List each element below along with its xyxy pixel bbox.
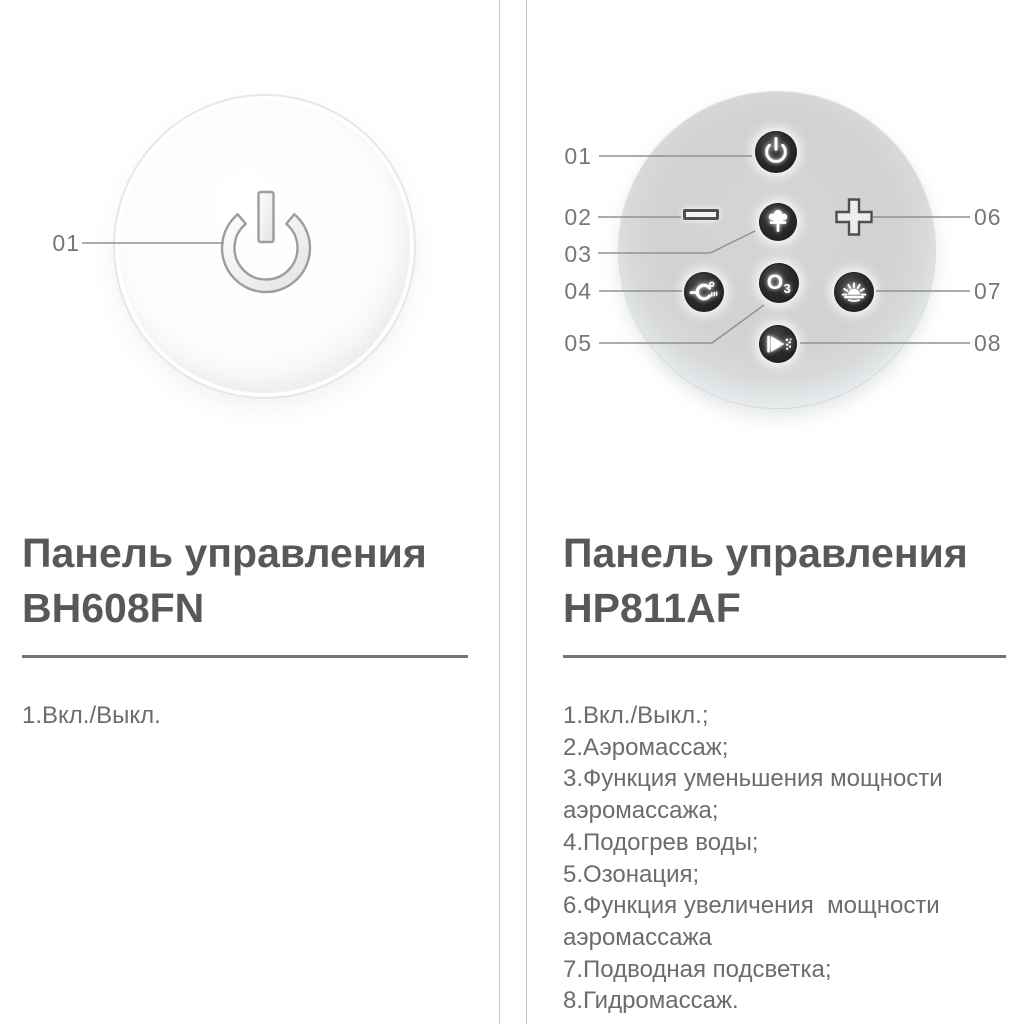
minus-decrease-button[interactable] [683, 209, 719, 220]
water-heating-button[interactable] [684, 272, 724, 312]
ozone-o3-icon: $O_3$ [766, 270, 792, 296]
right-legend [563, 700, 1015, 1017]
aeromassage-button[interactable] [759, 203, 797, 241]
callout-label-02: 02 [564, 204, 592, 230]
callout-label-06: 06 [974, 204, 1002, 230]
plus-increase-button[interactable] [834, 197, 874, 237]
right-title-line1: Панель управления [563, 530, 968, 576]
legend-item: 6.Функция увеличения мощности аэромассажа [563, 892, 947, 951]
right-panel-title [563, 526, 968, 636]
hydromassage-button[interactable] [759, 325, 797, 363]
legend-item: 7.Подводная подсветка; [563, 955, 832, 983]
right-column-border [526, 0, 527, 1024]
callout-label-08: 08 [974, 330, 1002, 356]
right-title-model: HP811AF [563, 585, 741, 631]
left-panel-title [22, 526, 427, 636]
legend-item: 3.Функция уменьшения мощности аэромассажа; [563, 765, 950, 825]
left-column-border [499, 0, 500, 1024]
callout-label-05: 05 [564, 330, 592, 356]
water-heating-icon [689, 277, 719, 307]
power-icon [761, 137, 791, 167]
right-divider [563, 655, 1006, 658]
legend-item: 1.Вкл./Выкл. [22, 702, 161, 729]
ozone-button[interactable] [759, 263, 799, 303]
left-title-model: BH608FN [22, 585, 205, 631]
left-divider [22, 655, 468, 658]
callout-label-04: 04 [564, 278, 592, 304]
callout-label-03: 03 [564, 241, 592, 267]
left-title-line1: Панель управления [22, 530, 427, 576]
underwater-light-button[interactable] [834, 272, 874, 312]
callout-label-07: 07 [974, 278, 1002, 304]
legend-item: 1.Вкл./Выкл.; [563, 702, 709, 729]
legend-item: 8.Гидромассаж. [563, 987, 739, 1015]
power-button[interactable] [755, 131, 797, 173]
underwater-light-icon [839, 277, 869, 307]
legend-item: 4.Подогрев воды; [563, 828, 759, 856]
callout-label-01-left: 01 [52, 230, 80, 256]
power-icon[interactable] [206, 182, 326, 312]
air-bubbles-icon [763, 207, 793, 237]
legend-item: 5.Озонация; [563, 860, 700, 888]
callout-label-01: 01 [564, 143, 592, 169]
hydromassage-jet-icon [763, 329, 793, 359]
left-legend [22, 700, 482, 732]
legend-item: 2.Аэромассаж; [563, 733, 729, 761]
